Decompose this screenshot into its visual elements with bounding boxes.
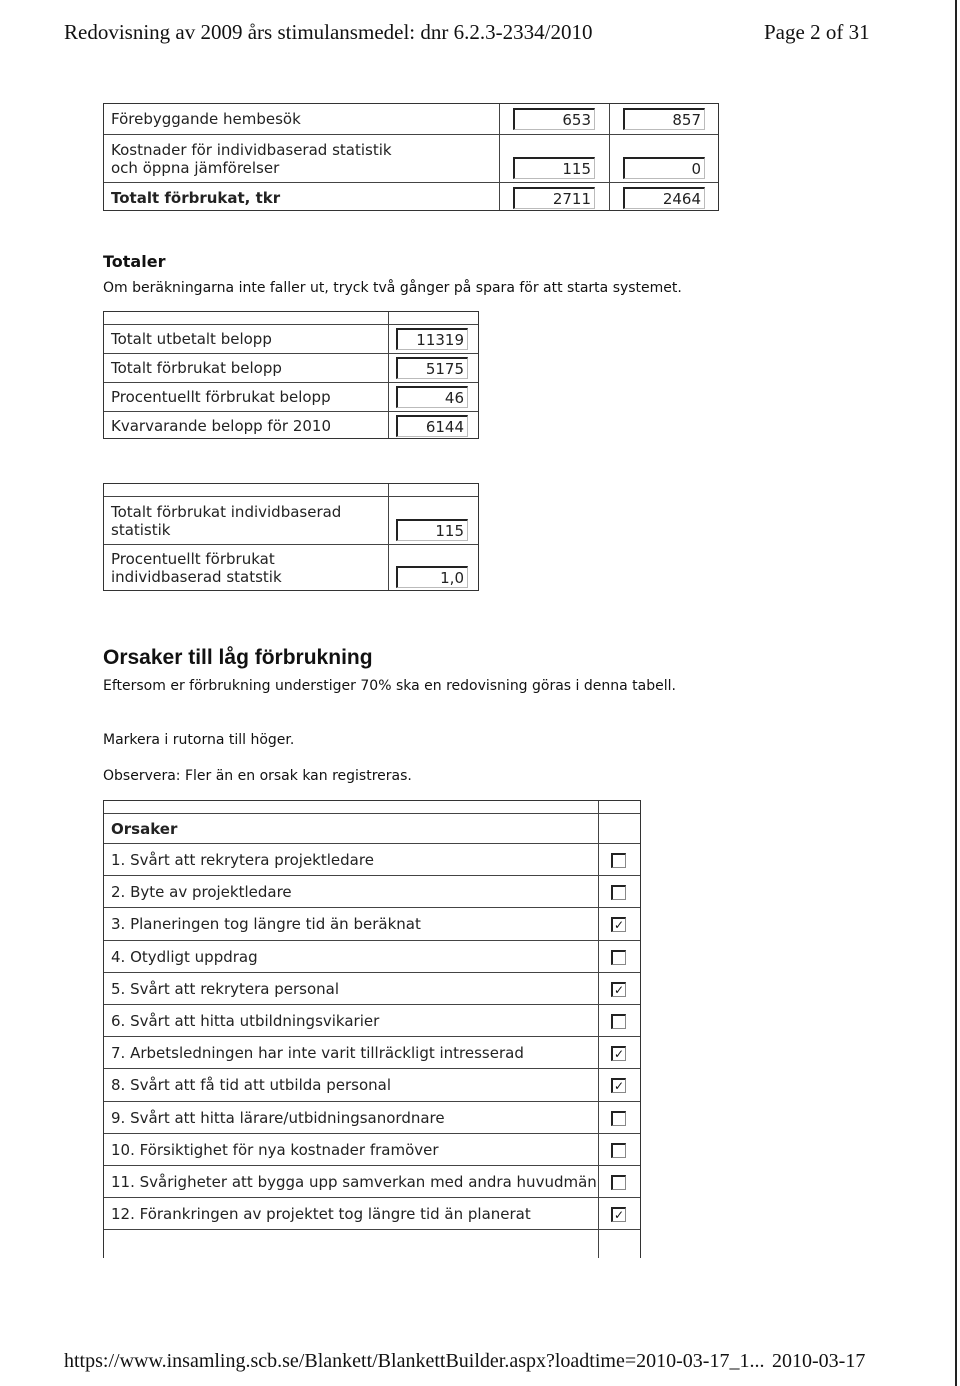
totaler-description: Om beräkningarna inte faller ut, tryck två gånger på spara för att starta systemet. bbox=[103, 280, 682, 296]
cost-table bbox=[103, 103, 719, 211]
reasons-table bbox=[103, 800, 641, 1258]
row-label: Totalt förbrukat individbaserad statistik bbox=[111, 503, 342, 539]
reason-label: 4. Otydligt uppdrag bbox=[111, 947, 258, 966]
row-label: Procentuellt förbrukat belopp bbox=[111, 388, 331, 406]
list-item bbox=[104, 1004, 640, 1036]
value-field[interactable]: 5175 bbox=[396, 357, 468, 379]
list-item bbox=[104, 843, 640, 875]
footer-url: https://www.insamling.scb.se/Blankett/BlankettBuilder.aspx?loadtime=2010-03-17_1... bbox=[64, 1350, 765, 1372]
section-title-orsaker: Orsaker till låg förbrukning bbox=[103, 646, 373, 669]
section-title-totaler: Totaler bbox=[103, 252, 166, 271]
row-label: Totalt förbrukat belopp bbox=[111, 359, 282, 377]
list-item bbox=[104, 940, 640, 972]
reason-label: 12. Förankringen av projektet tog längre tid än planerat bbox=[111, 1205, 531, 1224]
row-label: Kvarvarande belopp för 2010 bbox=[111, 417, 331, 435]
reason-label: 11. Svårigheter att bygga upp samverkan med andra huvudmän bbox=[111, 1173, 597, 1191]
reason-label: 9. Svårt att hitta lärare/utbidningsanordnare bbox=[111, 1108, 445, 1127]
reason-label: 10. Försiktighet för nya kostnader framöver bbox=[111, 1140, 439, 1159]
value-field[interactable]: 653 bbox=[513, 108, 595, 130]
table-row bbox=[104, 496, 478, 544]
orsaker-instruction: Eftersom er förbrukning understiger 70% ska en redovisning göras i denna tabell. bbox=[103, 678, 676, 694]
row-label: Kostnader för individbaserad statistik och öppna jämförelser bbox=[111, 141, 392, 177]
table-row bbox=[104, 411, 478, 439]
individ-table bbox=[103, 483, 479, 591]
list-item bbox=[104, 1165, 640, 1197]
reason-checkbox[interactable] bbox=[611, 853, 626, 868]
reason-label: 6. Svårt att hitta utbildningsvikarier bbox=[111, 1012, 380, 1030]
row-label: Procentuellt förbrukat individbaserad statstik bbox=[111, 550, 282, 586]
table-row bbox=[104, 134, 718, 182]
list-item bbox=[104, 907, 640, 939]
table-row bbox=[104, 544, 478, 591]
list-item bbox=[104, 1197, 640, 1229]
column-header-orsaker: Orsaker bbox=[111, 820, 178, 838]
table-row bbox=[104, 104, 718, 134]
footer-date: 2010-03-17 bbox=[772, 1350, 866, 1372]
checkmark-icon: ✓ bbox=[613, 1047, 625, 1062]
table-header-row bbox=[104, 813, 640, 843]
table-row bbox=[104, 353, 478, 382]
reason-checkbox[interactable] bbox=[611, 1143, 626, 1158]
list-item bbox=[104, 875, 640, 907]
page-number: Page 2 of 31 bbox=[764, 20, 870, 44]
reason-checkbox[interactable] bbox=[611, 1175, 626, 1190]
row-label: Förebyggande hembesök bbox=[111, 110, 301, 128]
reason-checkbox[interactable] bbox=[611, 917, 626, 932]
checkmark-icon: ✓ bbox=[613, 982, 625, 997]
reason-checkbox[interactable] bbox=[611, 1207, 626, 1222]
orsaker-note: Observera: Fler än en orsak kan registreras. bbox=[103, 768, 412, 784]
table-row bbox=[104, 382, 478, 411]
value-field[interactable]: 115 bbox=[396, 519, 468, 541]
reason-label: 3. Planeringen tog längre tid än beräknat bbox=[111, 915, 421, 934]
reason-checkbox[interactable] bbox=[611, 1111, 626, 1126]
value-field[interactable]: 857 bbox=[623, 108, 705, 130]
list-item bbox=[104, 1133, 640, 1165]
row-label: Totalt utbetalt belopp bbox=[111, 330, 272, 348]
value-field[interactable]: 6144 bbox=[396, 415, 468, 437]
reason-checkbox[interactable] bbox=[611, 885, 626, 900]
reason-checkbox[interactable] bbox=[611, 982, 626, 997]
table-row bbox=[104, 182, 718, 211]
reason-label: 8. Svårt att få tid att utbilda personal bbox=[111, 1076, 392, 1095]
table-row bbox=[104, 324, 478, 353]
checkmark-icon: ✓ bbox=[613, 1208, 625, 1223]
row-label-total: Totalt förbrukat, tkr bbox=[111, 189, 281, 207]
list-item bbox=[104, 1036, 640, 1068]
reason-checkbox[interactable] bbox=[611, 1014, 626, 1029]
list-item bbox=[104, 972, 640, 1004]
reason-label: 1. Svårt att rekrytera projektledare bbox=[111, 851, 374, 869]
value-field[interactable]: 1,0 bbox=[396, 566, 468, 588]
reason-checkbox[interactable] bbox=[611, 1078, 626, 1093]
value-field[interactable]: 115 bbox=[513, 157, 595, 179]
value-field[interactable]: 11319 bbox=[396, 328, 468, 350]
orsaker-instruction: Markera i rutorna till höger. bbox=[103, 732, 295, 748]
value-field[interactable]: 46 bbox=[396, 386, 468, 408]
reason-label: 7. Arbetsledningen har inte varit tillräckligt intresserad bbox=[111, 1044, 524, 1063]
margin-line bbox=[955, 0, 957, 1386]
document-title: Redovisning av 2009 års stimulansmedel: dnr 6.2.3-2334/2010 bbox=[64, 20, 593, 44]
reason-checkbox[interactable] bbox=[611, 950, 626, 965]
reason-label: 2. Byte av projektledare bbox=[111, 883, 292, 902]
checkmark-icon: ✓ bbox=[613, 1079, 625, 1094]
list-item bbox=[104, 1068, 640, 1100]
value-field[interactable]: 2464 bbox=[623, 187, 705, 209]
checkmark-icon: ✓ bbox=[613, 918, 625, 933]
value-field[interactable]: 0 bbox=[623, 157, 705, 179]
value-field[interactable]: 2711 bbox=[513, 187, 595, 209]
reason-checkbox[interactable] bbox=[611, 1046, 626, 1061]
totals-table bbox=[103, 311, 479, 439]
reason-label: 5. Svårt att rekrytera personal bbox=[111, 979, 340, 998]
list-item bbox=[104, 1101, 640, 1133]
